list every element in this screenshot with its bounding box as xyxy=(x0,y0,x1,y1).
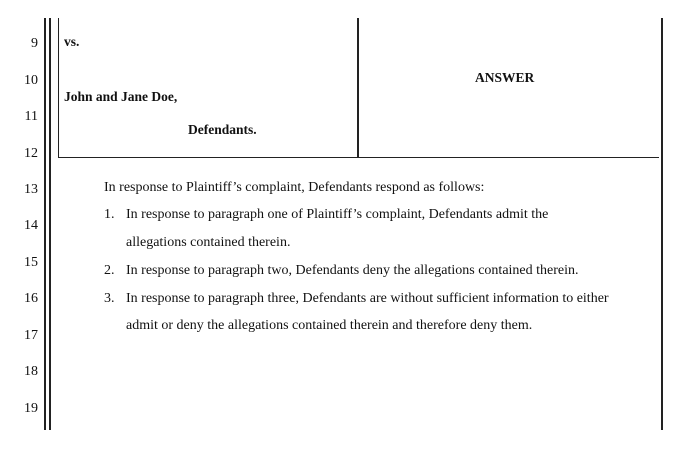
left-margin-rule-inner xyxy=(49,18,51,430)
caption-versus: vs. xyxy=(64,34,80,49)
line-number: 15 xyxy=(24,255,38,270)
item-text-line: allegations contained therein. xyxy=(126,235,291,250)
line-number: 13 xyxy=(24,182,38,197)
line-number: 14 xyxy=(24,218,38,233)
item-number: 3. xyxy=(104,291,115,306)
intro-paragraph: In response to Plaintiff’s complaint, Defendants respond as follows: xyxy=(104,180,485,195)
caption-divider xyxy=(357,18,359,158)
caption-box xyxy=(58,18,659,158)
caption-defendant-names: John and Jane Doe, xyxy=(64,89,178,104)
line-number: 19 xyxy=(24,401,38,416)
line-number: 18 xyxy=(24,364,38,379)
caption-defendants-label: Defendants. xyxy=(188,122,257,137)
item-number: 1. xyxy=(104,207,115,222)
item-text-line: In response to paragraph one of Plaintiff’s complaint, Defendants admit the xyxy=(126,207,549,222)
item-number: 2. xyxy=(104,263,115,278)
line-number: 9 xyxy=(31,36,38,51)
line-number: 16 xyxy=(24,291,38,306)
line-number: 10 xyxy=(24,73,38,88)
item-text-line: admit or deny the allegations contained therein and therefore deny them. xyxy=(126,318,533,333)
document-title: ANSWER xyxy=(475,70,535,85)
left-margin-rule-outer xyxy=(44,18,46,430)
line-number: 12 xyxy=(24,146,38,161)
right-margin-rule xyxy=(661,18,663,430)
item-text-line: In response to paragraph two, Defendants deny the allegations contained therein. xyxy=(126,263,579,278)
item-text-line: In response to paragraph three, Defendants are without sufficient information to either xyxy=(126,291,609,306)
line-number: 17 xyxy=(24,328,38,343)
line-number: 11 xyxy=(24,109,38,124)
